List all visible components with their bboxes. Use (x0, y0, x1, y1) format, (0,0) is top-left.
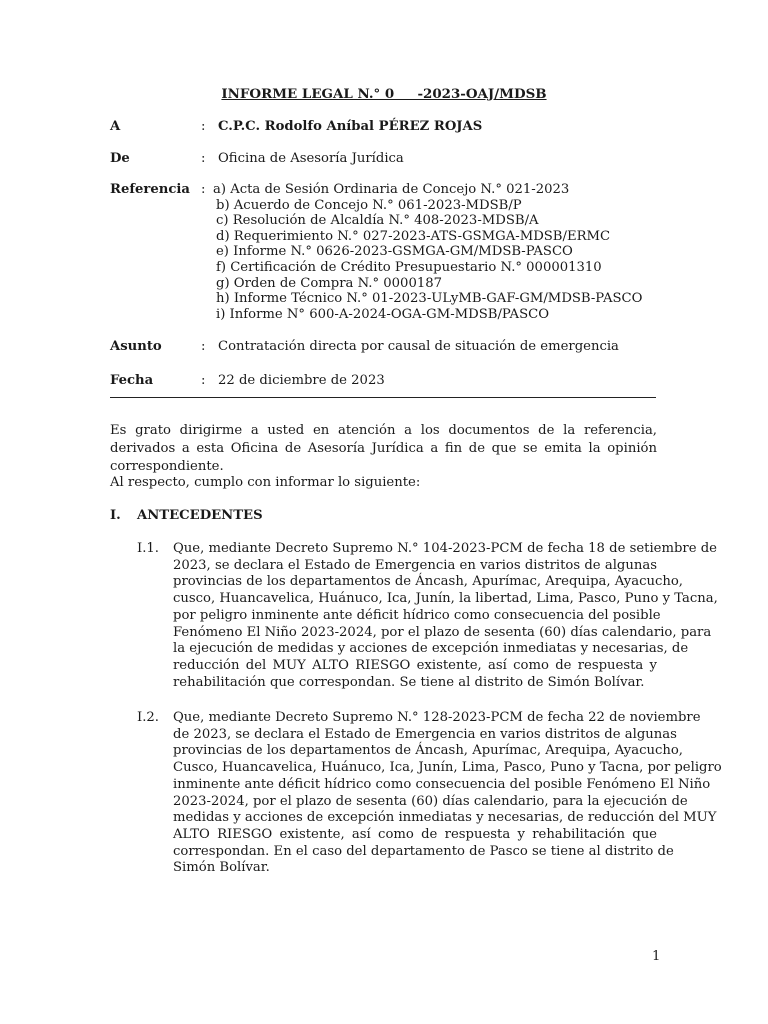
paragraph-line: cusco, Huancavelica, Huánuco, Ica, Junín, la libertad, Lima, Pasco, Puno y Tacna, (173, 591, 718, 607)
to-row (110, 119, 670, 137)
paragraph-line: medidas y acciones de excepción inmediatas y necesarias, de reducción del MUY (173, 810, 717, 826)
date-value: 22 de diciembre de 2023 (218, 373, 385, 388)
paragraph-line: Cusco, Huancavelica, Huánuco, Ica, Junín, Lima, Pasco, Puno y Tacna, por peligro (173, 760, 722, 776)
paragraph-line: provincias de los departamentos de Áncash, Apurímac, Arequipa, Ayacucho, (173, 743, 683, 759)
from-label: De (110, 151, 130, 166)
reference-item: f) Certificación de Crédito Presupuestario N.° 000001310 (216, 260, 602, 275)
reference-item: i) Informe N° 600-A-2024-OGA-GM-MDSB/PASCO (216, 306, 550, 322)
paragraph-line: 2023-2024, por el plazo de sesenta (60) días calendario, para la ejecución de (173, 793, 688, 809)
paragraph-line: por peligro inminente ante déficit hídrico como consecuencia del posible (173, 607, 661, 623)
to-colon: : (201, 119, 206, 134)
date-row (110, 373, 670, 391)
item-number: I.2. (137, 710, 159, 725)
to-label: A (110, 119, 121, 134)
subject-colon: : (201, 339, 206, 354)
paragraph-line: provincias de los departamentos de Áncash, Apurímac, Arequipa, Ayacucho, (173, 574, 683, 590)
paragraph-line: de 2023, se declara el Estado de Emergencia en varios distritos de algunas (173, 726, 677, 742)
inform-paragraph: Al respecto, cumplo con informar lo siguiente: (110, 475, 421, 490)
reference-item: a) Acta de Sesión Ordinaria de Concejo N.° 021-2023 (213, 182, 570, 197)
intro-paragraph: Es grato dirigirme a usted en atención a los documentos de la referencia, derivados a esta Oficina de Asesoría Jurídica a fin de que se emita la opinión correspondiente. (110, 423, 657, 474)
paragraph-line: Fenómeno El Niño 2023-2024, por el plazo de sesenta (60) días calendario, para (173, 624, 712, 640)
reference-item: e) Informe N.° 0626-2023-GSMGA-GM/MDSB-PASCO (216, 244, 573, 260)
from-value: Oficina de Asesoría Jurídica (218, 151, 404, 166)
paragraph-line: la ejecución de medidas y acciones de excepción inmediatas y necesarias, de (173, 641, 689, 657)
paragraph-line: correspondan. En el caso del departamento de Pasco se tiene al distrito de (173, 843, 674, 859)
page-number: 1 (652, 949, 661, 964)
subject-label: Asunto (110, 339, 162, 354)
reference-item: c) Resolución de Alcaldía N.° 408-2023-MDSB/A (216, 213, 539, 229)
date-label: Fecha (110, 373, 154, 388)
reference-label: Referencia (110, 182, 190, 197)
paragraph-line: Que, mediante Decreto Supremo N.° 128-2023-PCM de fecha 22 de noviembre (173, 710, 701, 725)
paragraph-line: Que, mediante Decreto Supremo N.° 104-2023-PCM de fecha 18 de setiembre de (173, 541, 717, 556)
paragraph-line: reducción del MUY ALTO RIESGO existente, así como de respuesta y (173, 657, 657, 673)
reference-item: h) Informe Técnico N.° 01-2023-ULyMB-GAF-GM/MDSB-PASCO (216, 291, 643, 307)
header-divider (110, 397, 656, 398)
report-title: INFORME LEGAL N.° 0 -2023-OAJ/MDSB (221, 86, 547, 102)
item-paragraph (173, 710, 722, 877)
from-colon: : (201, 151, 206, 166)
item-number: I.1. (137, 541, 159, 556)
reference-item: b) Acuerdo de Concejo N.° 061-2023-MDSB/P (216, 197, 522, 213)
subject-row (110, 339, 670, 357)
paragraph-line: inminente ante déficit hídrico como consecuencia del posible Fenómeno El Niño (173, 776, 711, 792)
paragraph-line: Simón Bolívar. (173, 860, 270, 876)
subject-value: Contratación directa por causal de situación de emergencia (218, 339, 619, 354)
to-value: C.P.C. Rodolfo Aníbal PÉREZ ROJAS (218, 119, 483, 134)
from-row (110, 151, 670, 169)
paragraph-line: ALTO RIESGO existente, así como de respuesta y rehabilitación que (173, 826, 657, 842)
section-title: ANTECEDENTES (137, 508, 263, 523)
date-colon: : (201, 373, 206, 388)
paragraph-line: 2023, se declara el Estado de Emergencia en varios distritos de algunas (173, 557, 657, 573)
reference-item: g) Orden de Compra N.° 0000187 (216, 275, 443, 291)
section-number: I. (110, 508, 121, 523)
reference-colon: : (201, 182, 206, 197)
reference-item: d) Requerimiento N.° 027-2023-ATS-GSMGA-MDSB/ERMC (216, 228, 611, 244)
item-paragraph (173, 541, 718, 691)
paragraph-line: rehabilitación que correspondan. Se tiene al distrito de Simón Bolívar. (173, 674, 645, 690)
